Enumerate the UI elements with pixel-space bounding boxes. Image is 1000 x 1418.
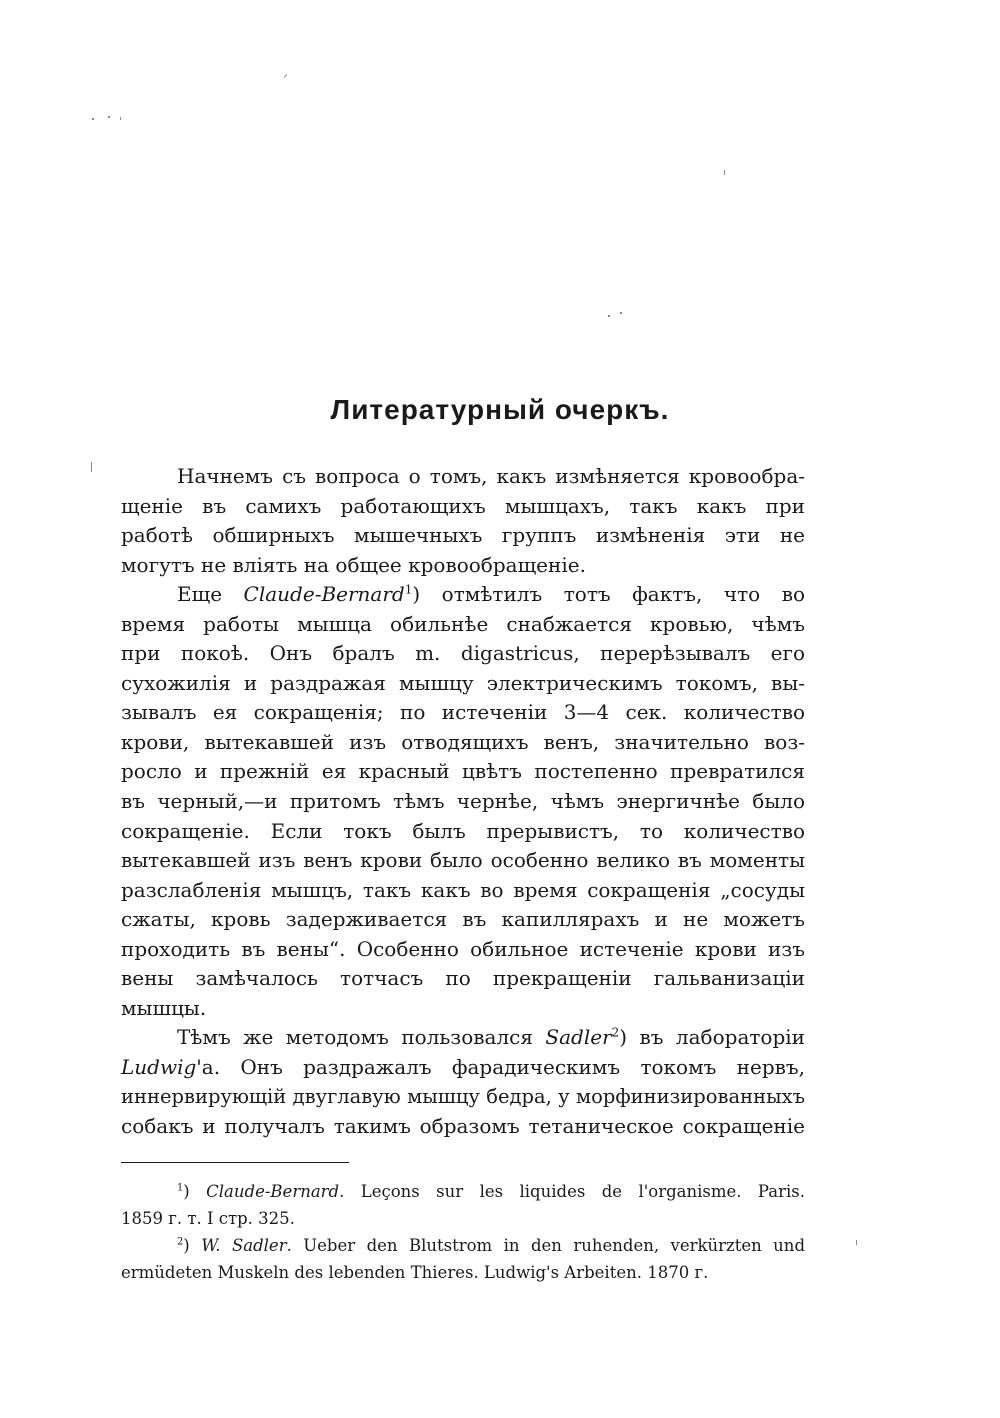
footnote-ref: 2 <box>611 1025 620 1040</box>
page-title: Литературный очеркъ. <box>330 394 670 425</box>
citation-name: Ludwig <box>121 1054 197 1079</box>
footnote-2: $^2$) W. Sadler. Ueber den Blutstrom in den ruhenden, verkürzten und <box>177 1236 806 1255</box>
scan-speck <box>620 312 622 314</box>
scan-speck <box>724 170 725 175</box>
scan-speck <box>92 118 94 120</box>
footnote-2-cont: ermüdeten Muskeln des lebenden Thieres. Ludwig's Arbeiten. 1870 г. <box>121 1263 709 1282</box>
text-line: щеніе въ самихъ работающихъ мышцахъ, такъ какъ при <box>121 493 805 518</box>
scan-speck <box>91 462 92 472</box>
footnote-1: $^1$) Claude-Bernard. Leçons sur les liquides de l'organisme. Paris. <box>177 1182 806 1201</box>
text-line: проходить въ вены“. Особенно обильное истеченіе крови изъ <box>121 936 805 961</box>
footnote-author: W. Sadler <box>201 1236 287 1255</box>
scan-speck <box>108 116 110 118</box>
footnote-divider <box>121 1162 349 1163</box>
text-line: иннервирующій двуглавую мышцу бедра, у морфинизированныхъ <box>121 1085 805 1109</box>
footnotes <box>121 1178 805 1286</box>
text-line: росло и прежній ея красный цвѣтъ постепенно превратился <box>121 759 805 784</box>
text-line: собакъ и получалъ такимъ образомъ тетаническое сокращеніе <box>121 1114 805 1139</box>
text-line: вытекавшей изъ венъ крови было особенно велико въ моменты <box>121 848 805 873</box>
text-line: Ludwig'а. Онъ раздражалъ фарадическимъ токомъ нервъ, <box>121 1054 805 1079</box>
footnote-ref: 1 <box>404 582 413 597</box>
text-line: Еще Claude-Bernard$^1$) отмѣтилъ тотъ фактъ, что во <box>177 582 805 607</box>
text-line: зывалъ ея сокращенія; по истеченіи 3—4 сек. количество <box>121 700 805 725</box>
scan-speck <box>120 117 121 120</box>
text-line: сжаты, кровь задерживается въ капиллярахъ и не можетъ <box>121 907 805 932</box>
text-line: Начнемъ съ вопроса о томъ, какъ измѣняется кровообра- <box>177 464 805 488</box>
text-line: работѣ обширныхъ мышечныхъ группъ измѣненія эти не <box>121 523 805 548</box>
text-line: крови, вытекавшей изъ отводящихъ венъ, значительно воз- <box>121 729 805 754</box>
citation-author: Claude-Bernard <box>243 582 405 607</box>
text-line: сухожилія и раздражая мышцу электрическимъ токомъ, вы- <box>121 670 805 695</box>
text-line: могутъ не влiять на общее кровообращеніе. <box>121 552 586 577</box>
text-line: разслабленія мышцъ, такъ какъ во время сокращенія „сосуды <box>121 877 805 902</box>
text-line: сокращеніе. Если токъ былъ прерывистъ, то количество <box>121 818 805 843</box>
text-line: Тѣмъ же методомъ пользовался Sadler$^2$) въ лабораторіи <box>177 1025 806 1050</box>
citation-author: Sadler <box>545 1025 612 1050</box>
text-line: вены замѣчалось тотчасъ по прекращеніи гальванизаціи <box>121 966 805 991</box>
scan-speck <box>284 74 287 78</box>
footnote-1-cont: 1859 г. т. I стр. 325. <box>121 1209 295 1228</box>
body-text <box>121 462 805 1142</box>
footnote-author: Claude-Bernard <box>206 1182 340 1201</box>
text-line: мышцы. <box>121 995 207 1020</box>
scan-speck <box>608 315 610 317</box>
text-line: при покоѣ. Онъ бралъ m. digastricus, перерѣзывалъ его <box>121 641 805 666</box>
scan-speck <box>856 1240 857 1245</box>
text-line: время работы мышца обильнѣе снабжается кровью, чѣмъ <box>121 611 805 636</box>
text-line: въ черный,—и притомъ тѣмъ чернѣе, чѣмъ энергичнѣе было <box>121 789 805 814</box>
